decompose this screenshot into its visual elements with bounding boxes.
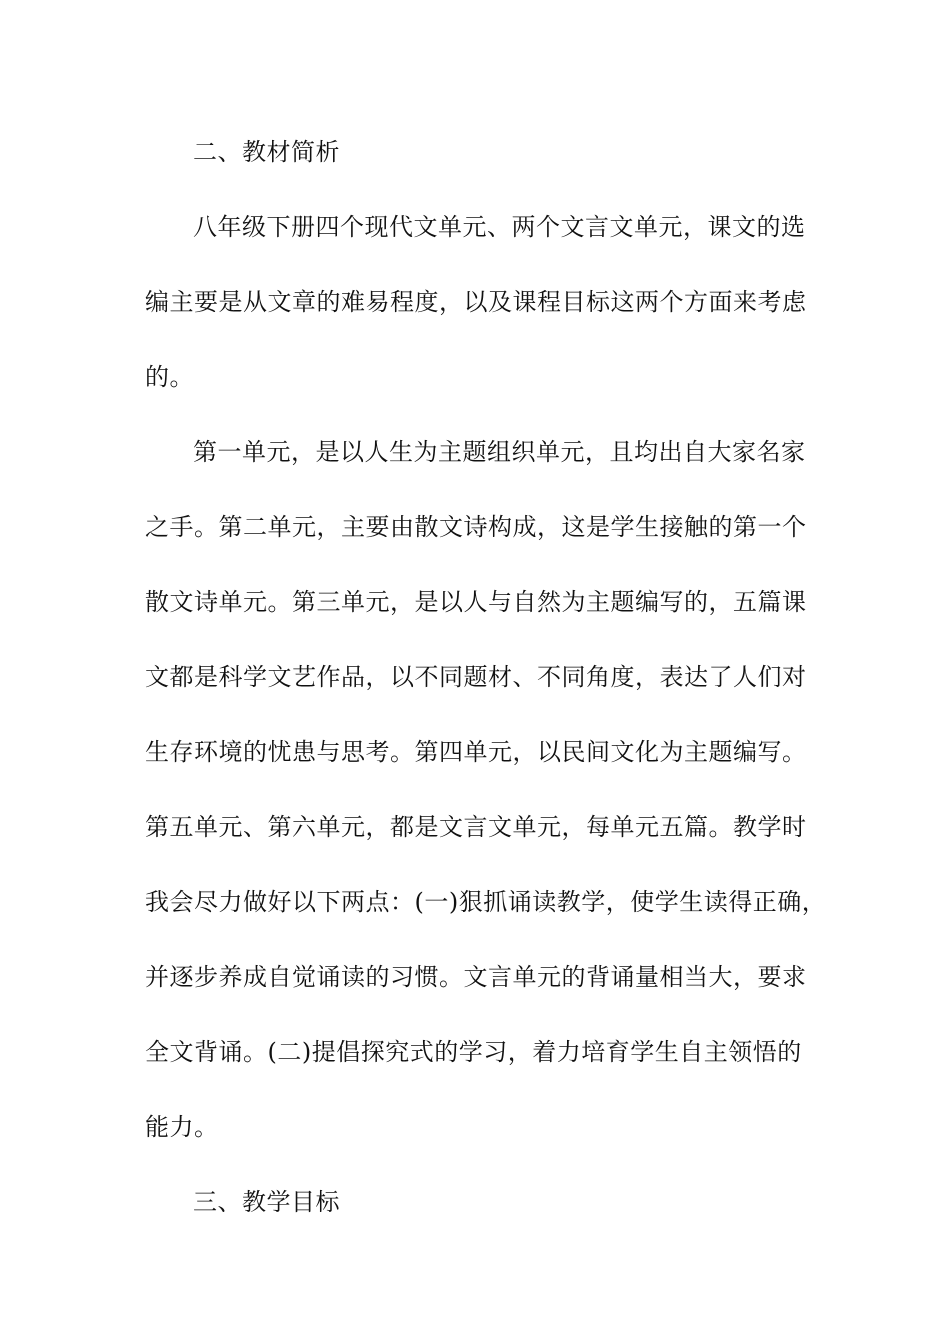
paragraph-line: 文都是科学文艺作品，以不同题材、不同角度，表达了人们对 <box>145 663 807 691</box>
paragraph-line: 第一单元，是以人生为主题组织单元，且均出自大家名家 <box>193 438 806 466</box>
paragraph-line: 的。 <box>145 363 194 391</box>
paragraph-line: 散文诗单元。第三单元，是以人与自然为主题编写的，五篇课 <box>145 588 807 616</box>
paragraph-line: 我会尽力做好以下两点：(一)狠抓诵读教学，使学生读得正确， <box>145 888 827 916</box>
paragraph-line: 能力。 <box>145 1113 219 1141</box>
paragraph-line: 之手。第二单元，主要由散文诗构成，这是学生接触的第一个 <box>145 513 807 541</box>
paragraph-line: 生存环境的忧患与思考。第四单元，以民间文化为主题编写。 <box>145 738 807 766</box>
paragraph-line: 全文背诵。(二)提倡探究式的学习，着力培育学生自主领悟的 <box>145 1038 802 1066</box>
paragraph-line: 并逐步养成自觉诵读的习惯。文言单元的背诵量相当大，要求 <box>145 963 807 991</box>
section-heading-teaching-goals: 三、教学目标 <box>193 1188 340 1216</box>
paragraph-line: 第五单元、第六单元，都是文言文单元，每单元五篇。教学时 <box>145 813 807 841</box>
paragraph-line: 八年级下册四个现代文单元、两个文言文单元，课文的选 <box>193 213 806 241</box>
paragraph-line: 编主要是从文章的难易程度，以及课程目标这两个方面来考虑 <box>145 288 807 316</box>
section-heading-textbook-analysis: 二、教材简析 <box>193 138 340 166</box>
